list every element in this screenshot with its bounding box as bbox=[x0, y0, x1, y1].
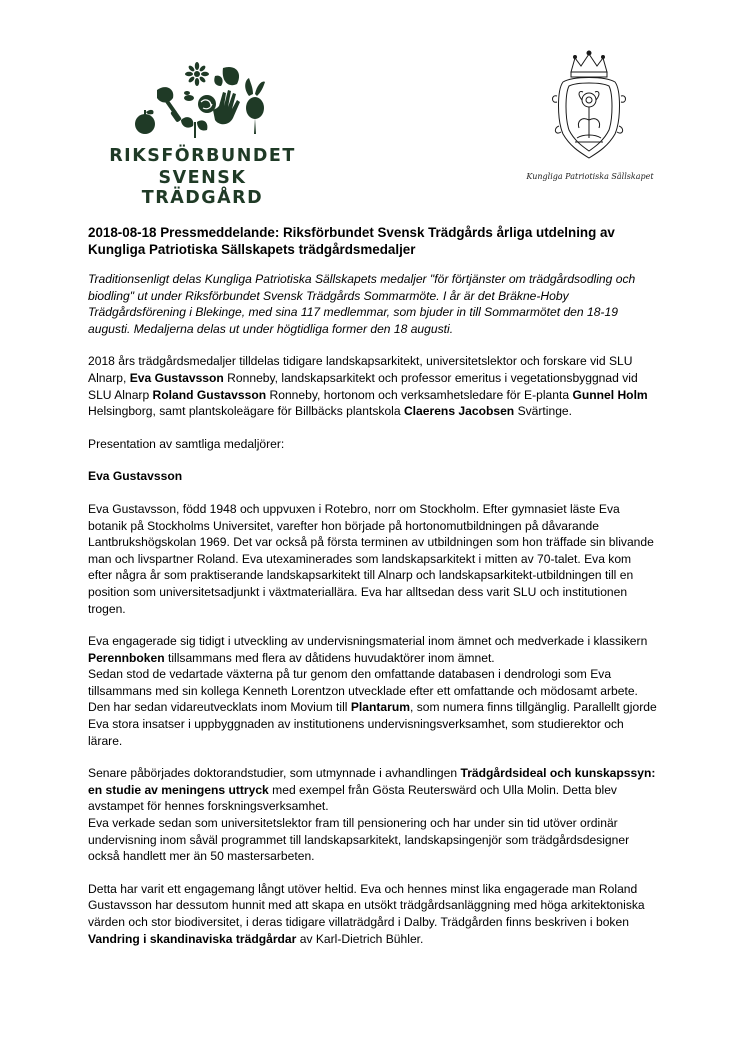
book-perennboken: Perennboken bbox=[88, 650, 165, 665]
presentation-intro: Presentation av samtliga medaljörer: bbox=[88, 436, 285, 451]
name-gunnel-holm: Gunnel Holm bbox=[572, 387, 648, 402]
page-title: 2018-08-18 Pressmeddelande: Riksförbundet Svensk Trädgårds årliga utdelning av Kungliga Patriotiska Sällskapets trädgårdsmedaljer bbox=[88, 225, 615, 257]
paragraph-medalists bbox=[88, 353, 658, 419]
database-plantarum: Plantarum bbox=[350, 700, 410, 715]
garden-icons-logo bbox=[115, 62, 285, 142]
paragraph-eva-doctorate bbox=[88, 765, 658, 815]
name-eva-gustavsson: Eva Gustavsson bbox=[129, 370, 224, 385]
beet-icon bbox=[245, 78, 265, 134]
apple-icon bbox=[135, 110, 155, 134]
sprout-icon bbox=[181, 117, 207, 138]
thesis-title: Trädgårdsideal och kunskapssyn: en studie av meningens uttryck bbox=[88, 766, 656, 797]
name-claerens-jacobsen: Claerens Jacobsen bbox=[403, 404, 515, 419]
logo-text-line2: SVENSK TRÄDGÅRD bbox=[141, 168, 264, 208]
trowel-icon bbox=[157, 87, 182, 122]
text-run: Ronneby, hortonom och verksamhetsledare för E-planta bbox=[266, 387, 573, 402]
text-run: av Karl-Dietrich Bühler. bbox=[296, 931, 424, 946]
article-body bbox=[88, 224, 658, 963]
text-run: Eva engagerade sig tidigt i utveckling av undervisningsmaterial inom ämnet och medverkade i klassikern bbox=[88, 634, 648, 649]
paragraph-eva-materials bbox=[88, 633, 658, 666]
text-run: Helsingborg, samt plantskoleägare för Billbäcks plantskola bbox=[88, 404, 404, 419]
text-run: Ronneby, landskapsarkitekt och professor emeritus i vegetationsbyggnad vid SLU Alnarp bbox=[88, 370, 638, 402]
bee-icon bbox=[184, 91, 194, 101]
text-run: 2018 års trädgårdsmedaljer tilldelas tidigare landskapsarkitekt, universitetslektor och forskare vid SLU Alnarp, bbox=[88, 354, 633, 385]
crest-caption: Kungliga Patriotiska Sällskapet bbox=[526, 172, 654, 181]
royal-crest-icon bbox=[547, 50, 631, 162]
text-run: Svärtinge. bbox=[514, 404, 573, 419]
paragraph-eva-bio: Eva Gustavsson, född 1948 och uppvuxen i Rotebro, norr om Stockholm. Efter gymnasiet läste Eva botanik på Stockholms Universitet, varefter hon började på hortonomutbildningen på dåvarande Lantbrukshögskolan 1969. Det var också på första terminen av utbildningen som hon träffade sin blivande man och livspartner Roland. Eva utexaminerades som landskapsarkitekt i mitten av 70-talet. Eva kom efter några år som praktiserande landskapsarkitekt till Alnarp och landskapsarkitekt-utbildningen till en position som universitetsadjunkt i växtmateriallära. Eva har alltsedan dess varit SLU och institutionen trogen. bbox=[88, 501, 654, 616]
paragraph-eva-database bbox=[88, 666, 658, 749]
lead-paragraph: Traditionsenligt delas Kungliga Patriotiska Sällskapets medaljer "för förtjänster om trädgårdsodling och biodling" ut under Riksförbundet Svensk Trädgårds Sommarmöte. I år är det Bräkne-Hoby Trädgårdsförening i Blekinge, med sina 117 medlemmar, som bjuder in till Sommarmötet den 18-19 augusti. Medaljerna delas ut under högtidliga former den 18 augusti. bbox=[88, 272, 636, 336]
book-vandring: Vandring i skandinaviska trädgårdar bbox=[88, 931, 297, 946]
flower-icon bbox=[185, 62, 209, 86]
riksforbundet-logo bbox=[95, 62, 310, 208]
text-run: , som numera finns tillgänglig. Parallellt gjorde Eva stora insatser i uppbyggnaden av institutionens undervisningsverksamhet, som studierektor och lärare. bbox=[88, 700, 657, 748]
kps-logo bbox=[525, 50, 655, 195]
name-roland-gustavsson: Roland Gustavsson bbox=[152, 387, 267, 402]
text-run: med exempel från Gösta Reuterswärd och Ulla Molin. Detta blev avstampet för hennes forskningsverksamhet. bbox=[88, 782, 617, 814]
text-run: Senare påbörjades doktorandstudier, som utmynnade i avhandlingen bbox=[88, 766, 461, 781]
paragraph-eva-garden bbox=[88, 881, 658, 947]
leaf-icon bbox=[214, 67, 239, 86]
text-run: Sedan stod de vedartade växterna på tur genom den omfattande databasen i dendrologi som Eva tillsammans med sin kollega Kenneth Lorentzon utvecklade efter ett omfattande och mödosamt arbete. Den har sedan vidareutvecklats inom Movium till bbox=[88, 667, 638, 715]
paragraph-eva-lecturer: Eva verkade sedan som universitetslektor fram till pensionering och har under sin tid utöver ordinär undervisning inom såväl programmet till landskapsarkitekt, landskapsingenjör som trädgårdsdesigner också handlett mer än 50 mastersarbeten. bbox=[88, 816, 630, 864]
text-run: tillsammans med flera av dåtidens huvudaktörer inom ämnet. bbox=[164, 650, 495, 665]
section-heading-eva: Eva Gustavsson bbox=[88, 469, 183, 484]
text-run: Detta har varit ett engagemang långt utöver heltid. Eva och hennes minst lika engagerade man Roland Gustavsson har dessutom hunnit med att skapa en utsökt trädgårdsanläggning med höga arkitektoniska värden och stor biodiversitet, i deras tidigare villaträdgård i Dalby. Trädgården finns beskriven i boken bbox=[88, 881, 645, 929]
logo-text-line1: RIKSFÖRBUNDET bbox=[109, 146, 296, 166]
hand-icon bbox=[213, 90, 240, 124]
